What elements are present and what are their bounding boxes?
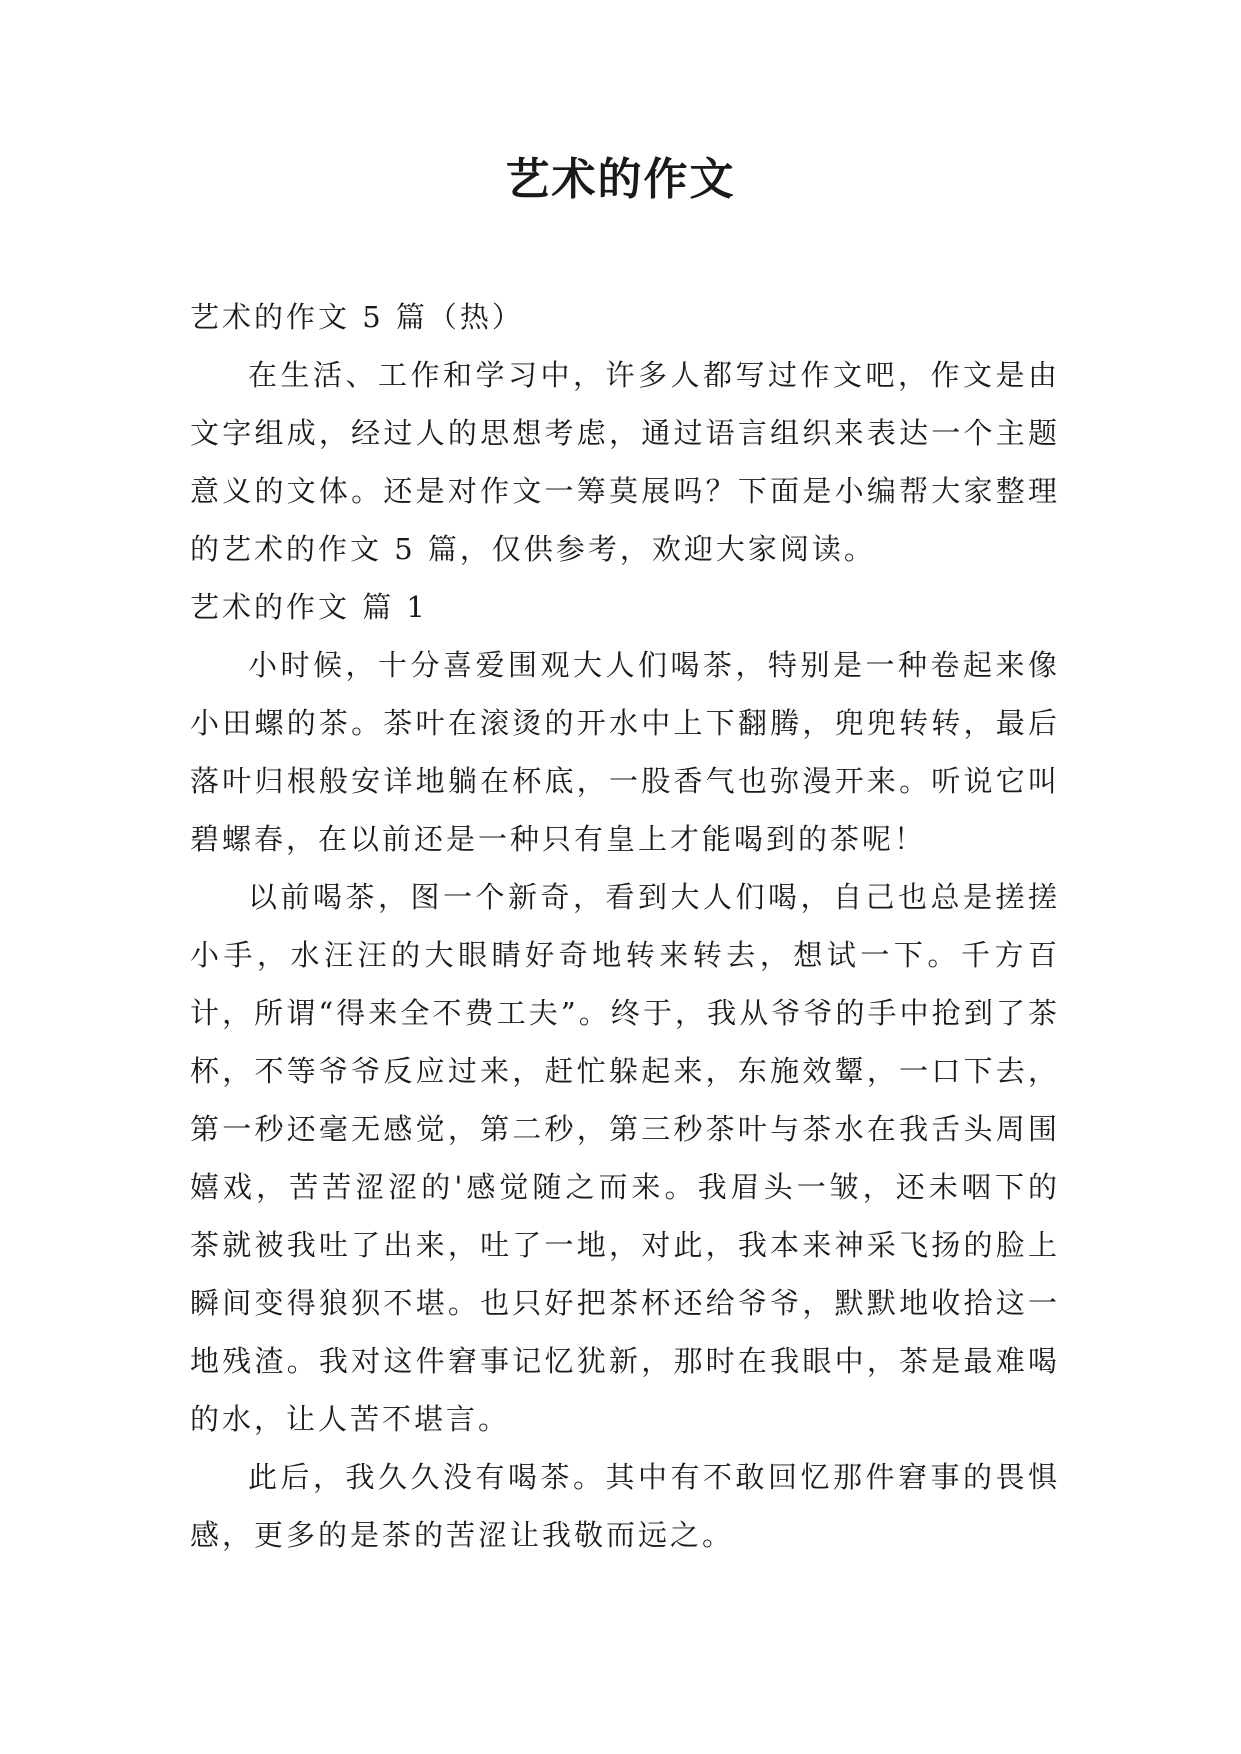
document-body xyxy=(190,288,1060,1564)
document-subtitle: 艺术的作文 5 篇（热） xyxy=(190,300,524,334)
body-paragraph: 以前喝茶，图一个新奇，看到大人们喝，自己也总是搓搓小手，水汪汪的大眼睛好奇地转来转去，想试一下。千方百计，所谓“得来全不费工夫”。终于，我从爷爷的手中抢到了茶杯，不等爷爷反应过来，赶忙躲起来，东施效颦，一口下去，第一秒还毫无感觉，第二秒，第三秒茶叶与茶水在我舌头周围嬉戏，苦苦涩涩的'感觉随之而来。我眉头一皱，还未咽下的茶就被我吐了出来，吐了一地，对此，我本来神采飞扬的脸上瞬间变得狼狈不堪。也只好把茶杯还给爷爷，默默地收拾这一地残渣。我对这件窘事记忆犹新，那时在我眼中，茶是最难喝的水，让人苦不堪言。 xyxy=(190,880,1060,1436)
body-paragraph: 小时候，十分喜爱围观大人们喝茶，特别是一种卷起来像小田螺的茶。茶叶在滚烫的开水中上下翻腾，兜兜转转，最后落叶归根般安详地躺在杯底，一股香气也弥漫开来。听说它叫碧螺春，在以前还是一种只有皇上才能喝到的茶呢！ xyxy=(190,648,1060,856)
intro-paragraph: 在生活、工作和学习中，许多人都写过作文吧，作文是由文字组成，经过人的思想考虑，通过语言组织来表达一个主题意义的文体。还是对作文一筹莫展吗？下面是小编帮大家整理的艺术的作文 5 篇，仅供参考，欢迎大家阅读。 xyxy=(190,358,1060,566)
document-title: 艺术的作文 xyxy=(505,154,736,205)
section-heading: 艺术的作文 篇 1 xyxy=(190,590,428,624)
body-paragraph: 此后，我久久没有喝茶。其中有不敢回忆那件窘事的畏惧感，更多的是茶的苦涩让我敬而远之。 xyxy=(190,1460,1060,1552)
